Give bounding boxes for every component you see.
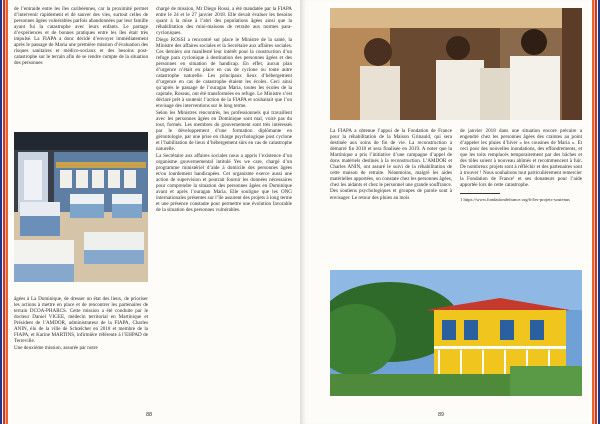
paragraph: La Secrétaire aux affaires sociales nous a appris l’existence d’un organisme gouvernemental intitulé Yes we care, chargé d’un programme ministériel d’aide à domicile des personnes âgées et/ou lourdement handicapées. Cet organisme exerce aussi une action de supervision et pourrait fournir les données nécessaires pour comprendre la situation des personnes âgées en Dominique avant et après l’ouragan Maria. Elle souligne que les ONG internationales présentes sur l’île assurent des projets à long terme et une présence constante pour permettre une évolution favorable de la situation des personnes vulnérables. [156, 152, 292, 214]
paragraph: de janvier 2018 dans une situation encore précaire a engendré chez les personnes âgées des craintes au point d’appeler les pluies d’hiver « les cousines de Maria ». Et ceci pour des nouvelles inondations, des effondrements, et que les toits remplacés temporairement par des bâches et des tôles soient à nouveau abîmés et recommencent à fuir. De nombreux projets sont à réfléchir et des partenaires sont à trouver ! Nous souhaitons tout particulièrement remercier la Fondation de France¹ et ses donateurs pour l’aide apportée lors de cette catastrophe. [460, 128, 582, 189]
paragraph: La FIAPA a obtenue l’appui de la Fondation de France pour la réhabilitation de la Maison Grinauld, qui sera destinée aux soins de fin de vie. La reconstruction a démarré fin 2018 et sera finalisée en 2019. A noter que la Martinique a pris l’initiative d’une campagne d’appel de dons matériels destinés à la reconstruction. L’AMDOR et Charles ANIN, ont assuré le suivi de la réhabilitation de cette maison de retraite. Néanmoins, malgré les aides matérielles apportées, on constate chez les personnes âgées, chez les aidants et chez le personnel une grande souffrance. Des soutiens psychologiques et groupes de parole sont à envisager. Le retour des pluies au mois [330, 128, 452, 201]
left-page-column-1 [14, 6, 148, 67]
left-page-column-1-bottom [14, 296, 148, 351]
footnote-rule [460, 193, 500, 194]
page-number: 88 [146, 412, 153, 418]
left-page [8, 0, 300, 424]
right-page-column-2 [460, 128, 582, 203]
right-page [300, 0, 592, 424]
page-number: 89 [438, 412, 445, 418]
paragraph: chargé de mission, Mr Diego Rossi, a été mandatée par la FIAPA entre le 24 et le 27 janvier 2018. Elle devait évaluer les besoins quant à la mise à l’abri des populations âgées ainsi que la réhabilitation des mini-maisons de retraite aux normes para-cycloniques. [156, 6, 292, 37]
right-color-stripes [592, 0, 600, 424]
house-photo [330, 270, 582, 396]
paragraph: Selon les Ministres rencontrés, les professionnels qui travaillent avec les personnes âgées en Dominique sont mal, voire pas du tout, formés. Les membres du gouvernement sont très intéressés par le développement d’une formation diplômante en gérontologie, par une prise en charge psychologique post cyclone et l’habilitation de lieux d’hébergement sûrs en cas de catastrophe naturelle. [156, 109, 292, 153]
left-page-column-2 [156, 6, 292, 214]
paragraph: Une deuxième mission, assurée par notre [14, 344, 98, 351]
footnote: 1 https://www.fondationdefrance.org/fr/les-projets-soutenus [460, 197, 570, 203]
dormitory-photo [14, 132, 148, 282]
right-page-column-1 [330, 128, 452, 201]
left-color-stripes [0, 0, 8, 424]
paragraph: de l’entraide entre les îles caribéennes, car la proximité permet d’intervenir rapidement et de sauver des vies, surtout celles de personnes âgées vulnérables parfois abandonnées par leur famille ayant fui la catastrophe avec leurs enfants. Le partage d’expériences et de bonnes pratiques entre les îles était très impulsé. La FIAPA a donc décidé d’envoyer immédiatement après le passage de Maria une première mission d’évaluation des risques sanitaires et médico-sociaux et des besoins post-catastrophe sur le terrain afin de se rendre compte de la situation des personnes [14, 6, 148, 67]
paragraph: Diego ROSSI a rencontré sur place le Ministre de la santé, la Ministre des affaires sociales et la Secrétaire aux affaires sociales. Ces derniers ont manifesté leur intérêt pour la construction d’un refuge para cyclonique à destination des personnes âgées et des personnes en situation de handicap. En effet, aucun plan d’urgence n’était en place en cas de cyclone ou toute autre catastrophe naturelle. Les principaux lieux d’hébergement d’urgence en cas de catastrophe étaient les écoles. Ceci ainsi qu’après le passage de l’ouragan Maria, toutes les écoles de la capitale, Roseau, ont été transformées en refuge. Le Ministre s’est déclaré prêt à soutenir l’action de la FIAPA et souhaitait que l’on envisage des interventions sur le long terme. [156, 36, 292, 110]
paragraph: âgées à La Dominique, de dresser un état des lieux, de prioriser les actions à mettre en place et de rencontrer les partenaires de terrain DCOA-PHARCS. Cette mission a été conduite par le docteur Daniel VIGEE, médecin territorial en Martinique et Président de l’AMDOR, administrateur de la FIAPA, Charles ANIN, élu de la ville de Schœlcher en 2018 et membre de la FIAPA, et Karine MARTINS, infirmière référente à l’EHPAD de Terreville. [14, 296, 148, 345]
elderly-care-photo [330, 8, 582, 120]
